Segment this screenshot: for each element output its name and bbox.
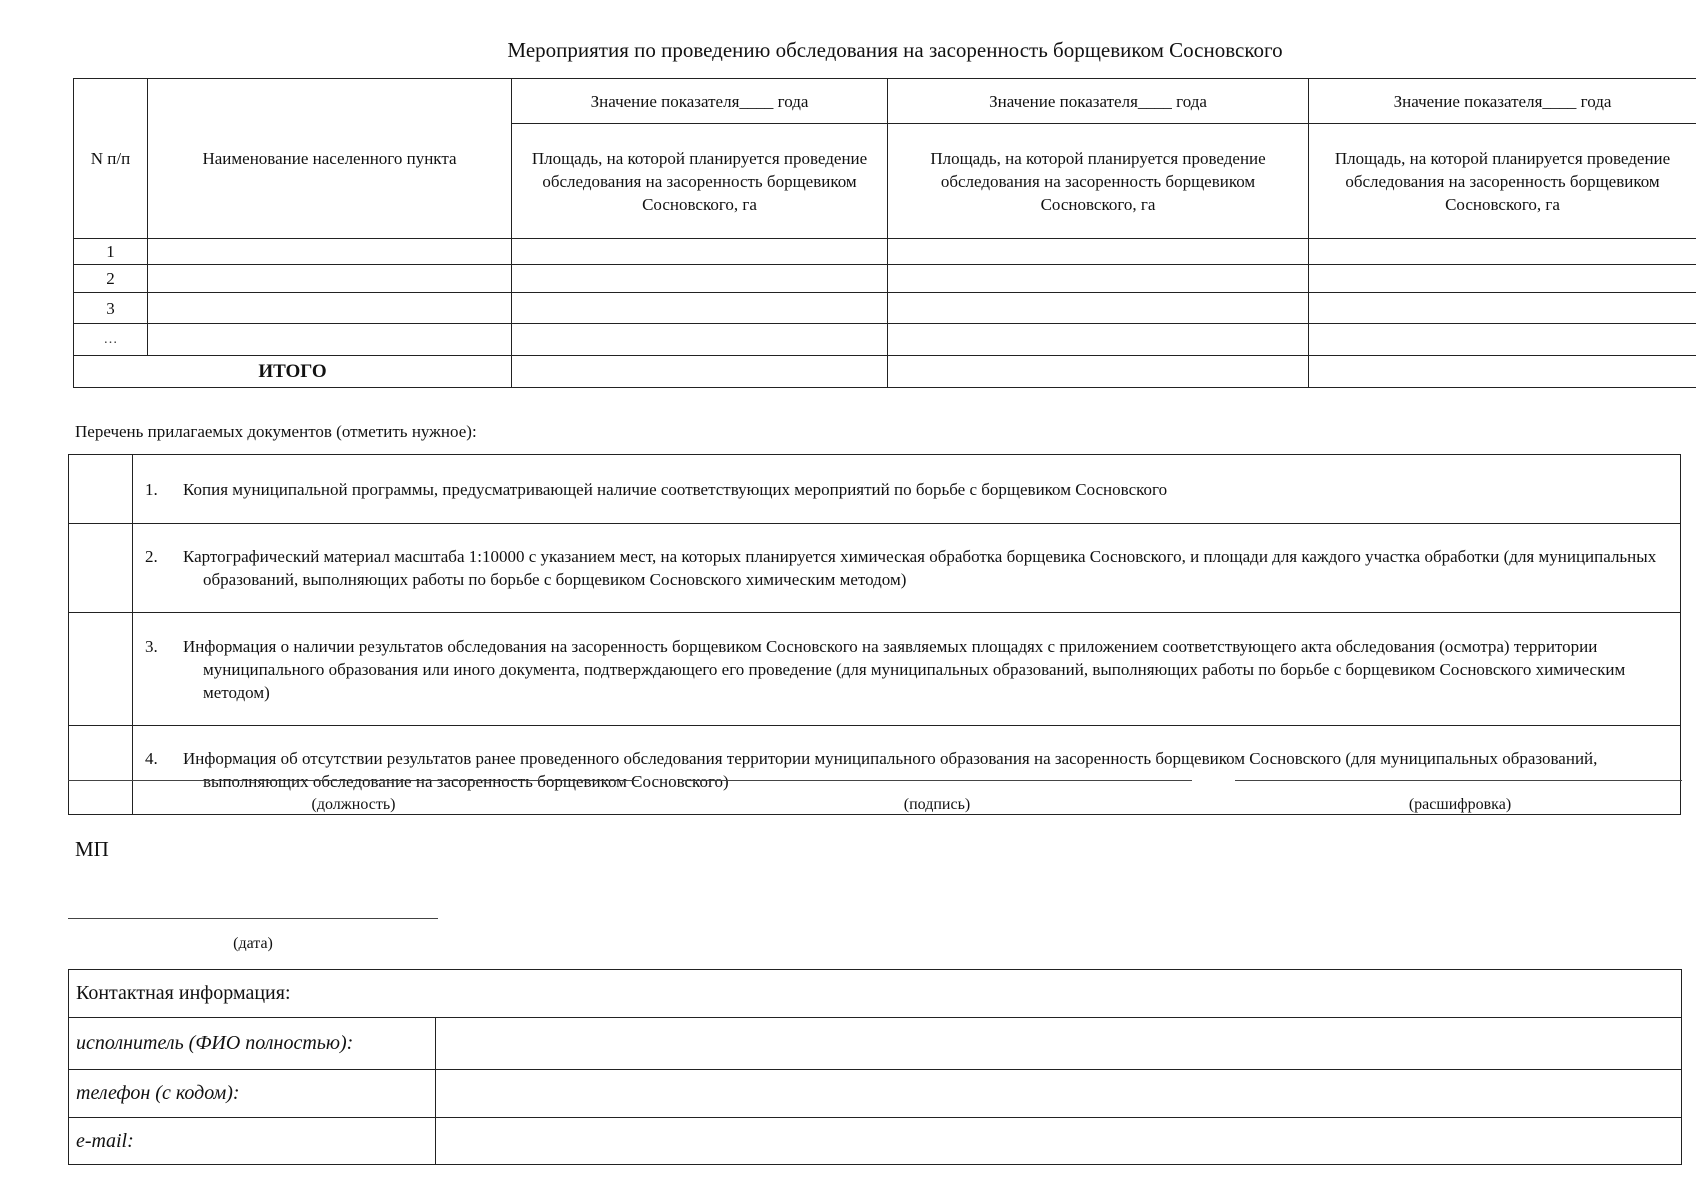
table-row <box>74 239 1696 265</box>
header-area-3: Площадь, на которой планируется проведение обследования на засоренность борщевиком Сосновского, га <box>1309 124 1696 239</box>
header-area-2: Площадь, на которой планируется проведение обследования на засоренность борщевиком Сосновского, га <box>888 124 1309 239</box>
area-value-cell[interactable] <box>888 239 1309 265</box>
document-text: Копия муниципальной программы, предусматривающей наличие соответствующих мероприятий по борьбе с борщевиком Сосновского <box>183 479 1168 499</box>
document-row <box>69 455 1681 524</box>
area-value-cell[interactable] <box>1309 265 1696 293</box>
header-area-1: Площадь, на которой планируется проведение обследования на засоренность борщевиком Сосновского, га <box>512 124 888 239</box>
document-checkbox-cell[interactable] <box>69 524 133 613</box>
header-number: N п/п <box>74 79 148 239</box>
phone-field[interactable] <box>436 1070 1682 1118</box>
position-label: (должность) <box>311 796 396 813</box>
table-row <box>74 293 1696 324</box>
row-number: … <box>74 324 148 356</box>
email-label: e-mail: <box>69 1118 436 1165</box>
area-value-cell[interactable] <box>512 239 888 265</box>
area-value-cell[interactable] <box>1309 239 1696 265</box>
decoding-line[interactable] <box>1235 780 1682 781</box>
contact-header: Контактная информация: <box>69 970 1682 1018</box>
executor-label: исполнитель (ФИО полностью): <box>69 1018 436 1070</box>
area-value-cell[interactable] <box>512 293 888 324</box>
document-number: 2. <box>145 547 158 566</box>
total-row <box>74 356 1696 388</box>
phone-label: телефон (с кодом): <box>69 1070 436 1118</box>
document-text: Информация о наличии результатов обследования на засоренность борщевиком Сосновского на заявляемых площадях с приложением соответствующего акта обследования (осмотра) территории муниципального образования или иного документа, подтверждающего его проведение (для муниципальных образований, выполняющих работы по борьбе с борщевиком Сосновского химическим методом) <box>183 636 1626 702</box>
area-value-cell[interactable] <box>888 265 1309 293</box>
area-value-cell[interactable] <box>888 293 1309 324</box>
area-value-cell[interactable] <box>512 324 888 356</box>
settlement-name-cell[interactable] <box>148 239 512 265</box>
header-year-1: Значение показателя____ года <box>512 79 888 124</box>
executor-field[interactable] <box>436 1018 1682 1070</box>
document-row <box>69 524 1681 613</box>
area-value-cell[interactable] <box>1309 293 1696 324</box>
position-line[interactable] <box>68 780 639 781</box>
total-value-cell[interactable] <box>1309 356 1696 388</box>
settlement-name-cell[interactable] <box>148 293 512 324</box>
row-number: 2 <box>74 265 148 293</box>
table-row <box>74 324 1696 356</box>
area-value-cell[interactable] <box>888 324 1309 356</box>
email-field[interactable] <box>436 1118 1682 1165</box>
total-value-cell[interactable] <box>512 356 888 388</box>
document-text: Информация об отсутствии результатов ранее проведенного обследования территории муниципального образования на засоренность борщевиком Сосновского (для муниципальных образований, выполняющих обследование на засоренность борщевиком Сосновского) <box>183 749 1598 791</box>
document-row <box>69 613 1681 726</box>
settlement-name-cell[interactable] <box>148 265 512 293</box>
row-number: 1 <box>74 239 148 265</box>
total-label: ИТОГО <box>74 356 512 388</box>
measures-table <box>73 78 1696 388</box>
area-value-cell[interactable] <box>512 265 888 293</box>
table-row <box>74 265 1696 293</box>
page-title: Мероприятия по проведению обследования на засоренность борщевиком Сосновского <box>507 38 1283 62</box>
decoding-label: (расшифровка) <box>1408 796 1512 813</box>
contact-table <box>68 969 1682 1165</box>
signature-line[interactable] <box>682 780 1192 781</box>
signature-label: (подпись) <box>903 796 971 813</box>
row-number: 3 <box>74 293 148 324</box>
document-number: 3. <box>145 636 158 656</box>
header-year-2: Значение показателя____ года <box>888 79 1309 124</box>
date-label: (дата) <box>233 935 273 952</box>
document-text: Картографический материал масштаба 1:10000 с указанием мест, на которых планируется химическая обработка борщевика Сосновского, и площади для каждого участка обработки (для муниципальных образований, выполняющих работы по борьбе с борщевиком Сосновского химическим методом) <box>183 547 1657 589</box>
settlement-name-cell[interactable] <box>148 324 512 356</box>
header-settlement-name: Наименование населенного пункта <box>148 79 512 239</box>
total-value-cell[interactable] <box>888 356 1309 388</box>
document-number: 4. <box>145 749 158 768</box>
document-number: 1. <box>145 479 158 499</box>
area-value-cell[interactable] <box>1309 324 1696 356</box>
date-line[interactable] <box>68 918 438 919</box>
document-checkbox-cell[interactable] <box>69 613 133 726</box>
documents-table <box>68 454 1681 815</box>
stamp-label: МП <box>75 837 109 861</box>
documents-caption: Перечень прилагаемых документов (отметить нужное): <box>75 422 477 441</box>
header-year-3: Значение показателя____ года <box>1309 79 1696 124</box>
document-checkbox-cell[interactable] <box>69 455 133 524</box>
